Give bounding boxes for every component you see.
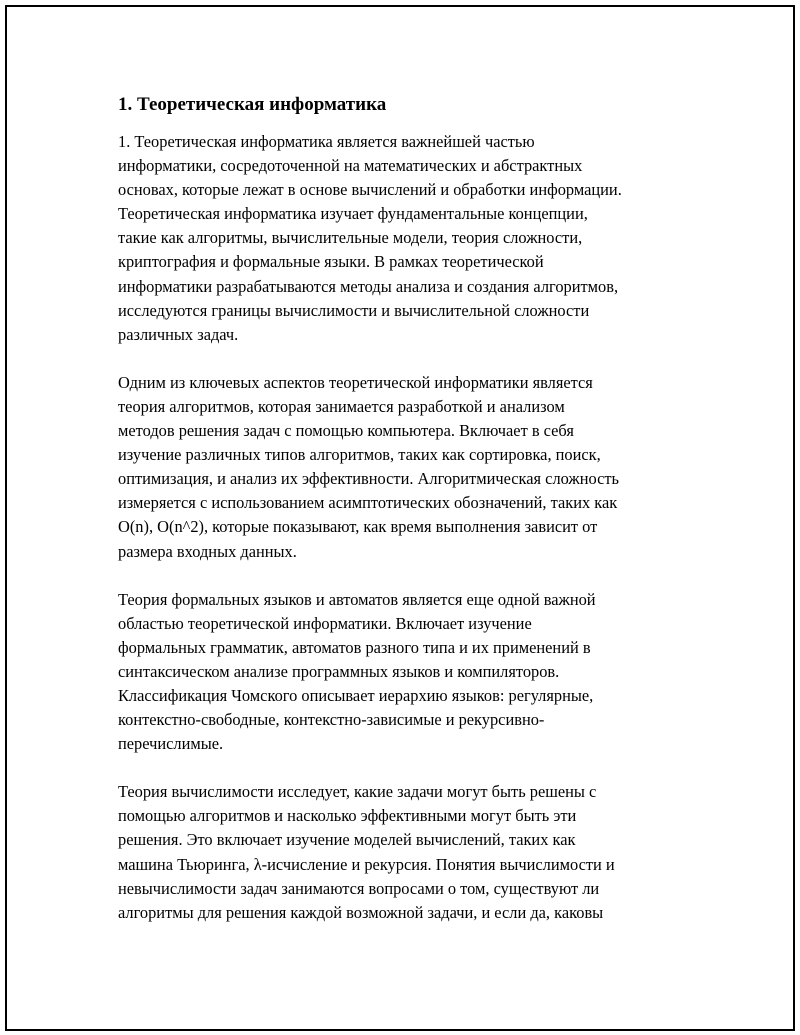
section-heading: 1. Теоретическая информатика bbox=[118, 94, 387, 115]
paragraph-formal-languages: Теория формальных языков и автоматов является еще одной важной областью теоретической информатики. Включает изучение формальных грамматик, автоматов разного типа и их применений в синтаксическом анализе программных языков и компиляторов. Классификация Чомского описывает иерархию языков: регулярные, контекстно-свободные, контекстно-зависимые и рекурсивно- перечислимые. bbox=[118, 589, 596, 754]
paragraph-computability: Теория вычислимости исследует, какие задачи могут быть решены с помощью алгоритмов и насколько эффективными могут быть эти решения. Это включает изучение моделей вычислений, таких как машина Тьюринга, λ-исчисление и рекурсия. Понятия вычислимости и невычислимости задач занимаются вопросами о том, существуют ли алгоритмы для решения каждой возможной задачи, и если да, каковы bbox=[118, 782, 615, 922]
paragraph-intro: 1. Теоретическая информатика является важнейшей частью информатики, сосредоточенной на математических и абстрактных основах, которые лежат в основе вычислений и обработки информации. Теоретическая информатика изучает фундаментальные концепции, такие как алгоритмы, вычислительные модели, теория сложности, криптография и формальные языки. В рамках теоретической информатики разрабатываются методы анализа и создания алгоритмов, исследуются границы вычислимости и вычислительной сложности различных задач. bbox=[118, 132, 622, 344]
document-body bbox=[118, 92, 688, 949]
paragraph-algorithms: Одним из ключевых аспектов теоретической информатики является теория алгоритмов, которая занимается разработкой и анализом методов решения задач с помощью компьютера. Включает в себя изучение различных типов алгоритмов, таких как сортировка, поиск, оптимизация, и анализ их эффективности. Алгоритмическая сложность измеряется с использованием асимптотических обозначений, таких как O(n), O(n^2), которые показывают, как время выполнения зависит от размера входных данных. bbox=[118, 372, 620, 561]
